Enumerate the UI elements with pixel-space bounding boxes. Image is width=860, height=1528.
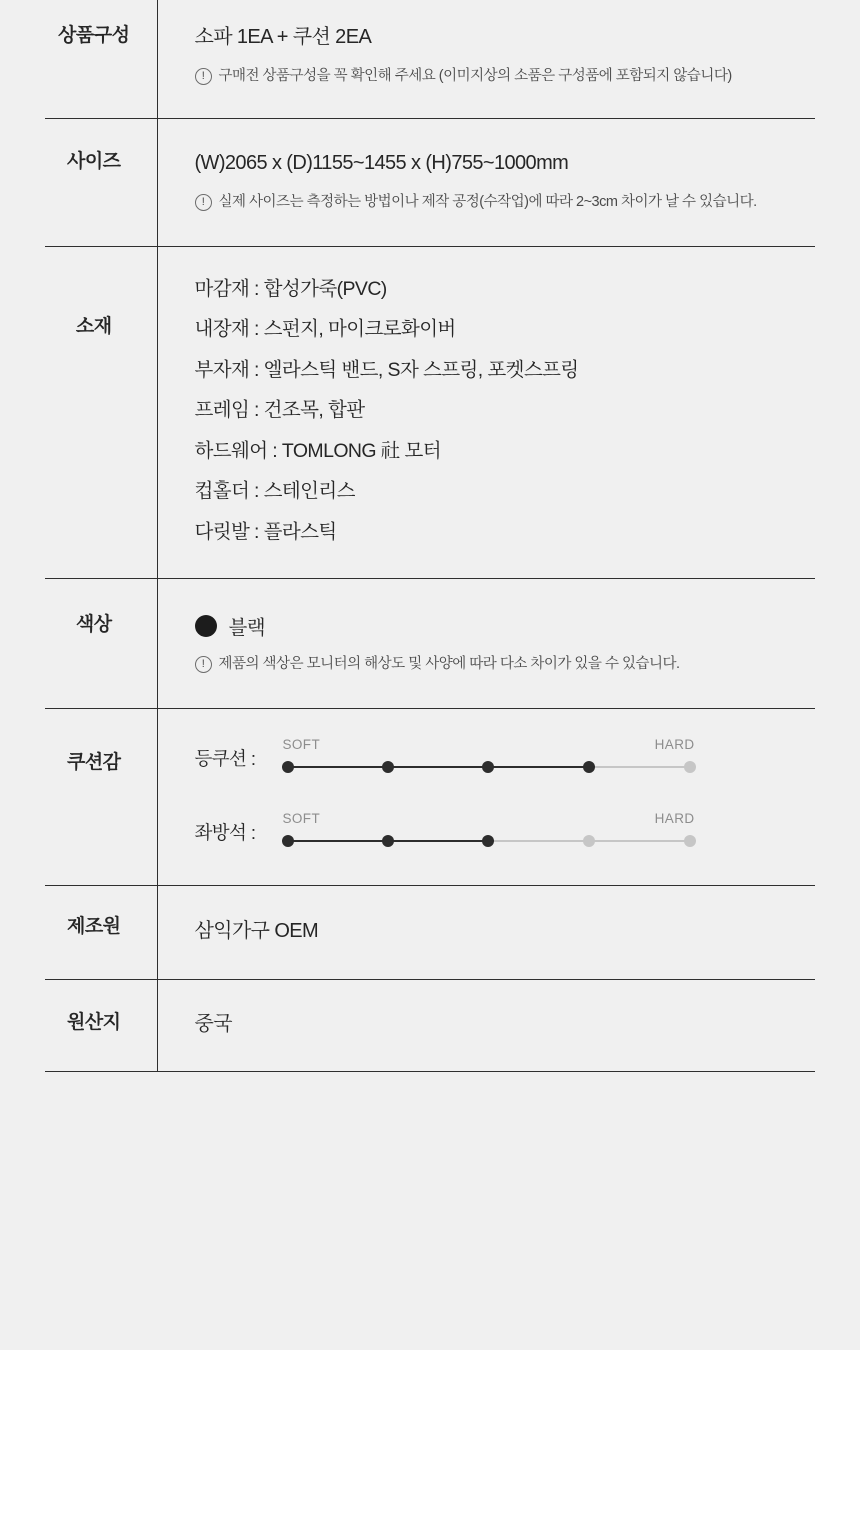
cushion-slider-label: 등쿠션 : <box>194 747 256 769</box>
scale-dot <box>684 835 696 847</box>
firmness-scale <box>283 811 695 855</box>
material-line: 다릿발 : 플라스틱 <box>194 520 337 543</box>
spec-note <box>195 654 816 676</box>
spec-value-cell <box>157 579 815 709</box>
firmness-scale <box>283 737 695 781</box>
spec-label: 제조원 <box>66 915 121 937</box>
spec-note <box>195 192 816 214</box>
spec-label-cell <box>45 579 157 709</box>
scale-dot <box>482 835 494 847</box>
material-line: 부자재 : 엘라스틱 밴드, S자 스프링, 포켓스프링 <box>194 358 579 381</box>
table-row <box>45 979 815 1071</box>
spec-value: 삼익가구 OEM <box>194 919 319 942</box>
exclamation-circle-icon: ! <box>195 194 212 211</box>
spec-label: 사이즈 <box>66 150 121 172</box>
spec-value-cell <box>157 118 815 246</box>
scale-dot <box>282 835 294 847</box>
spec-label: 원산지 <box>66 1011 121 1033</box>
spec-value: 중국 <box>194 1012 232 1035</box>
spec-label: 상품구성 <box>58 25 130 46</box>
table-row <box>45 579 815 709</box>
spec-value-cell <box>157 979 815 1071</box>
cushion-slider-back <box>195 737 816 781</box>
spec-label: 쿠션감 <box>66 751 121 773</box>
table-row <box>45 246 815 579</box>
spec-label-cell <box>45 0 157 118</box>
table-row <box>45 885 815 979</box>
scale-dot <box>583 835 595 847</box>
spec-value-cell <box>157 885 815 979</box>
exclamation-circle-icon: ! <box>195 656 212 673</box>
spec-label: 색상 <box>75 614 112 635</box>
spec-label-cell <box>45 979 157 1071</box>
material-line: 하드웨어 : TOMLONG 社 모터 <box>194 439 441 462</box>
spec-table <box>45 0 815 1072</box>
spec-label-cell <box>45 708 157 885</box>
spec-note-text: 실제 사이즈는 측정하는 방법이나 제작 공정(수작업)에 따라 2~3cm 차이가 날 수 있습니다. <box>218 193 757 210</box>
scale-cap-soft: SOFT <box>282 736 321 752</box>
page-bottom-spacer <box>0 1350 860 1528</box>
spec-label-cell <box>45 885 157 979</box>
scale-dot <box>482 761 494 773</box>
spec-label: 소재 <box>75 315 112 337</box>
spec-label-cell <box>45 246 157 579</box>
exclamation-circle-icon: ! <box>195 68 212 85</box>
spec-label-cell <box>45 118 157 246</box>
table-row <box>45 0 815 118</box>
scale-cap-hard: HARD <box>654 736 695 752</box>
scale-dot <box>382 761 394 773</box>
scale-dot <box>583 761 595 773</box>
scale-fill <box>288 766 589 768</box>
cushion-slider-label: 좌방석 : <box>194 821 256 843</box>
cushion-firmness-group <box>195 737 816 855</box>
spec-note-text: 구매전 상품구성을 꼭 확인해 주세요 (이미지상의 소품은 구성품에 포함되지 않습니다) <box>218 68 732 84</box>
scale-cap-soft: SOFT <box>282 810 321 826</box>
color-swatch-icon <box>195 615 217 637</box>
scale-cap-hard: HARD <box>654 810 695 826</box>
scale-dot <box>282 761 294 773</box>
scale-dot <box>382 835 394 847</box>
table-row <box>45 118 815 246</box>
material-line: 마감재 : 합성가죽(PVC) <box>194 277 387 300</box>
spec-note <box>195 66 816 88</box>
spec-value: (W)2065 x (D)1155~1455 x (H)755~1000mm <box>194 151 569 174</box>
material-line: 프레임 : 건조목, 합판 <box>194 399 365 421</box>
cushion-slider-seat <box>195 811 816 855</box>
material-line: 내장재 : 스펀지, 마이크로화이버 <box>194 318 456 340</box>
material-line: 컵홀더 : 스테인리스 <box>194 480 355 502</box>
color-option <box>195 612 816 640</box>
spec-note-text: 제품의 색상은 모니터의 해상도 및 사양에 따라 다소 차이가 있을 수 있습니다. <box>218 656 680 672</box>
scale-dot <box>684 761 696 773</box>
color-name: 블랙 <box>228 617 265 639</box>
spec-value-cell <box>157 0 815 118</box>
spec-value-cell <box>157 708 815 885</box>
spec-value: 소파 1EA + 쿠션 2EA <box>194 26 372 48</box>
table-row <box>45 708 815 885</box>
spec-value-cell <box>157 246 815 579</box>
